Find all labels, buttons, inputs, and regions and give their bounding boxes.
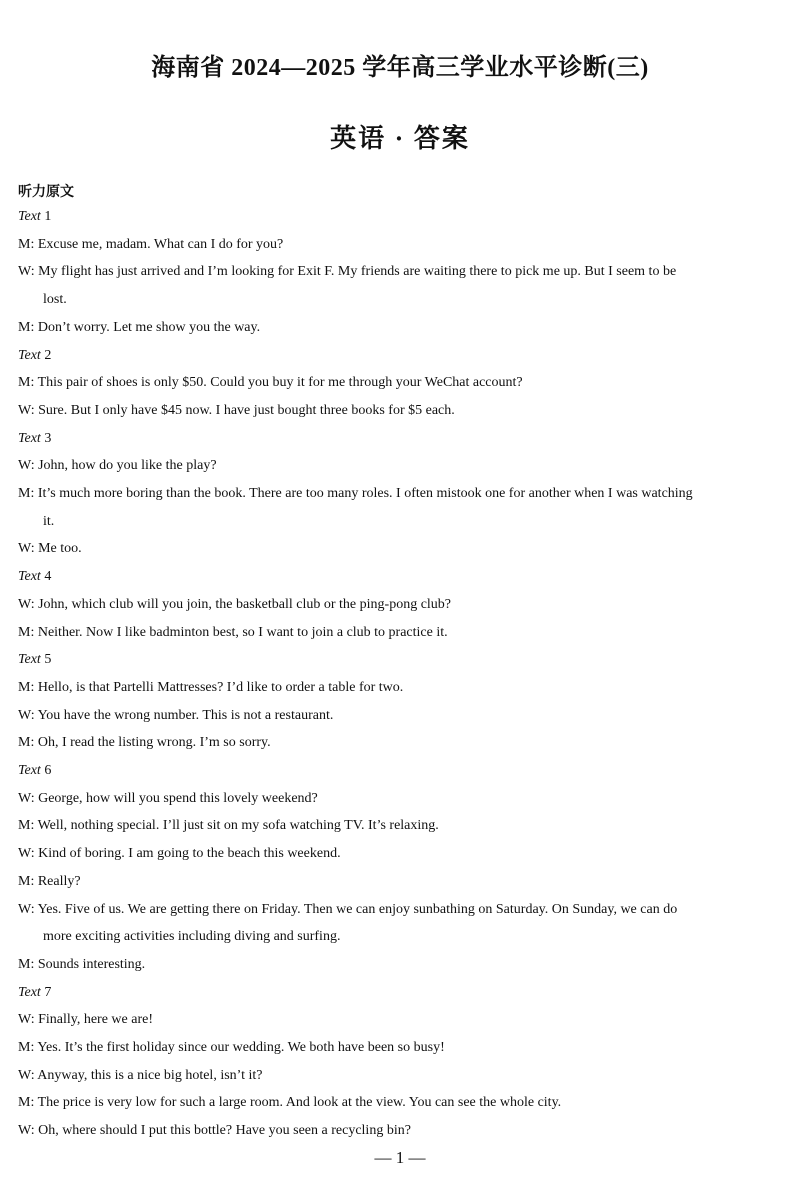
section-heading: 听力原文	[18, 184, 74, 200]
dialogue-continuation: lost.	[43, 292, 67, 308]
dialogue-line: W: George, how will you spend this lovely weekend?	[18, 790, 318, 806]
text-heading-number: 4	[40, 569, 52, 585]
text-heading-number: 1	[40, 209, 52, 224]
text-heading-number: 5	[40, 652, 52, 668]
text-heading-label: Text	[18, 209, 41, 224]
text-heading-number: 7	[40, 984, 52, 1000]
dialogue-continuation: more exciting activities including diving and surfing.	[43, 929, 341, 945]
dialogue-line: W: You have the wrong number. This is not a restaurant.	[18, 707, 334, 723]
page-subtitle: 英语 · 答案	[330, 124, 470, 153]
dialogue-line: W: Sure. But I only have $45 now. I have just bought three books for $5 each.	[18, 402, 455, 418]
dialogue-line: W: Oh, where should I put this bottle? Have you seen a recycling bin?	[18, 1123, 411, 1139]
dialogue-line: W: My flight has just arrived and I’m looking for Exit F. My friends are waiting there to pick me up. But I seem to be	[18, 264, 677, 280]
text-heading-label: Text	[18, 652, 41, 668]
text-heading-number: 6	[40, 763, 52, 778]
dialogue-line: W: Finally, here we are!	[18, 1012, 154, 1028]
dialogue-line: M: Really?	[18, 873, 81, 889]
dialogue-line: M: Yes. It’s the first holiday since our wedding. We both have been so busy!	[18, 1040, 445, 1055]
text-heading	[18, 979, 784, 1007]
text-heading-label: Text	[18, 569, 41, 585]
text-heading	[18, 425, 784, 453]
dialogue-line: W: Yes. Five of us. We are getting there on Friday. Then we can enjoy sunbathing on Saturday. On Sunday, we can do	[18, 901, 678, 917]
text-heading-label: Text	[18, 984, 41, 1000]
text-heading-label: Text	[18, 347, 41, 363]
dialogue-continuation: it.	[43, 513, 55, 529]
dialogue-line: W: John, how do you like the play?	[18, 458, 217, 474]
dialogue-line: M: Sounds interesting.	[18, 956, 146, 972]
dialogue-line: W: Me too.	[18, 541, 82, 557]
text-heading-label: Text	[18, 430, 41, 446]
dialogue-line: W: Anyway, this is a nice big hotel, isn’t it?	[18, 1067, 263, 1083]
dialogue-line: M: Neither. Now I like badminton best, so I want to join a club to practice it.	[18, 624, 448, 640]
dialogue-line: M: Hello, is that Partelli Mattresses? I’d like to order a table for two.	[18, 679, 404, 695]
dialogue-line: W: Kind of boring. I am going to the beach this weekend.	[18, 846, 341, 862]
dialogue-line: M: Well, nothing special. I’ll just sit on my sofa watching TV. It’s relaxing.	[18, 818, 439, 834]
dialogue-line: M: It’s much more boring than the book. There are too many roles. I often mistook one for another when I was watching	[18, 486, 693, 501]
page-number: — 1 —	[374, 1148, 426, 1167]
text-heading-number: 3	[40, 430, 52, 446]
text-heading	[18, 203, 784, 231]
dialogue-line: W: John, which club will you join, the basketball club or the ping-pong club?	[18, 596, 452, 612]
text-heading	[18, 646, 784, 674]
dialogue-line: M: Excuse me, madam. What can I do for you?	[18, 236, 284, 252]
text-heading	[18, 563, 784, 591]
text-heading	[18, 757, 784, 785]
dialogue-line: M: Don’t worry. Let me show you the way.	[18, 319, 261, 335]
page-title: 海南省 2024—2025 学年高三学业水平诊断(三)	[151, 55, 649, 81]
dialogue-line: M: Oh, I read the listing wrong. I’m so sorry.	[18, 735, 271, 751]
text-heading-label: Text	[18, 763, 41, 778]
dialogue-line: M: The price is very low for such a large room. And look at the view. You can see the whole city.	[18, 1095, 562, 1111]
text-heading	[18, 342, 784, 370]
text-heading-number: 2	[40, 347, 52, 363]
dialogue-line: M: This pair of shoes is only $50. Could you buy it for me through your WeChat account?	[18, 375, 523, 391]
